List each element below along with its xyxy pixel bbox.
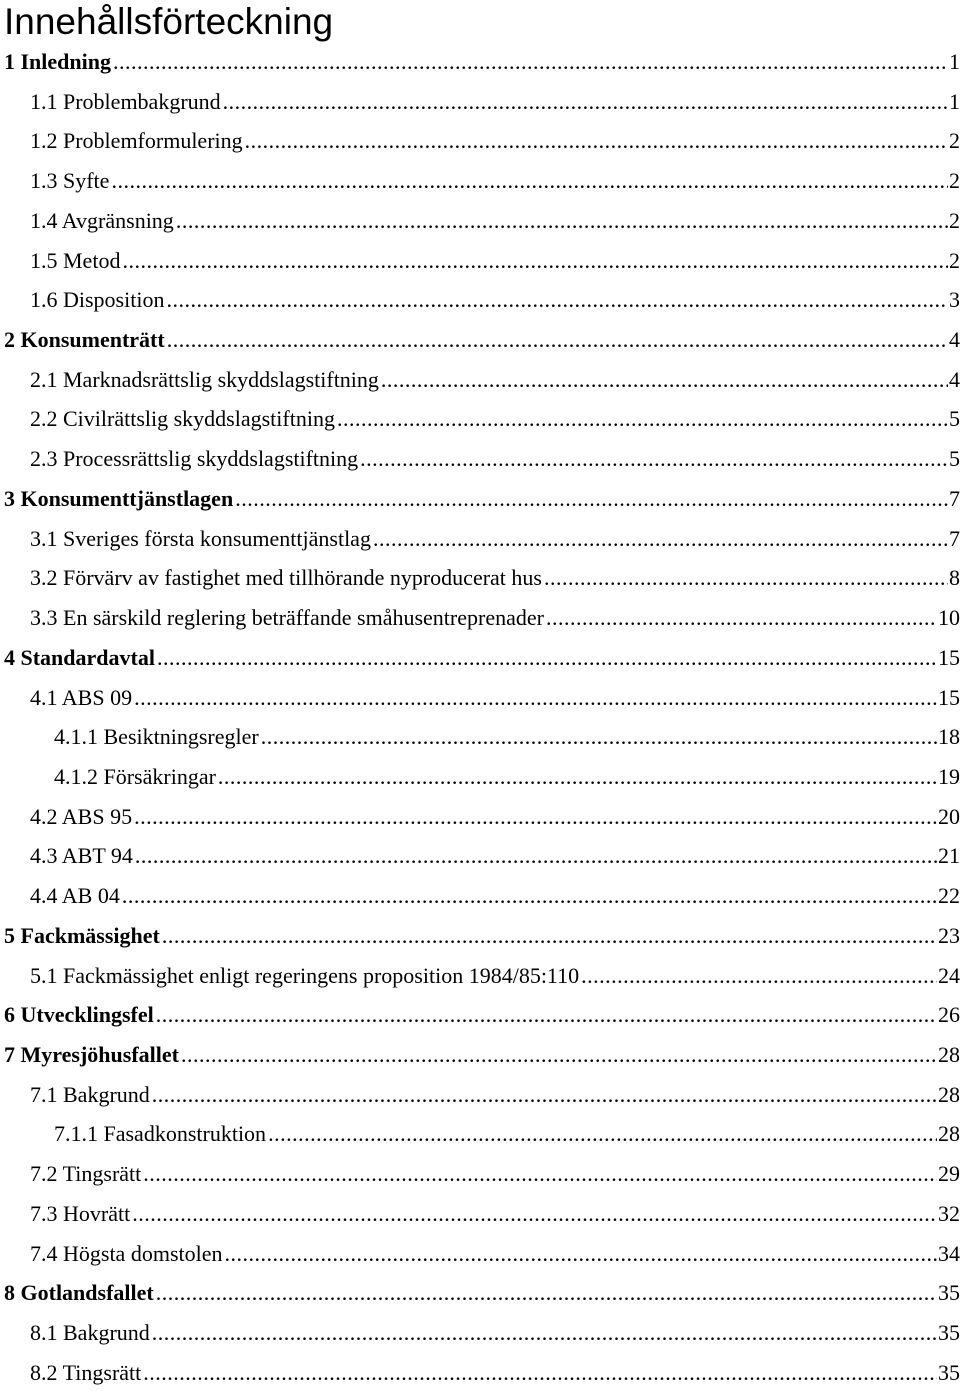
toc-leader-dots — [122, 878, 937, 914]
toc-leader-dots — [156, 997, 937, 1033]
toc-entry[interactable] — [4, 322, 960, 358]
toc-entry[interactable] — [30, 838, 960, 874]
toc-entry[interactable] — [54, 1116, 960, 1152]
toc-leader-dots — [122, 243, 948, 279]
toc-entry-label: 7.1 Bakgrund — [30, 1081, 150, 1107]
toc-entry[interactable] — [30, 1156, 960, 1192]
page-title: Innehållsförteckning — [4, 1, 334, 42]
toc-entry-label: 4.3 ABT 94 — [30, 843, 133, 869]
toc-leader-dots — [167, 322, 948, 358]
toc-entry-page: 20 — [938, 803, 960, 829]
toc-entry[interactable] — [30, 243, 960, 279]
toc-entry[interactable] — [4, 640, 960, 676]
toc-entry-page: 29 — [938, 1161, 960, 1187]
toc-leader-dots — [157, 640, 937, 676]
toc-entry[interactable] — [4, 44, 960, 80]
toc-leader-dots — [152, 1077, 937, 1113]
toc-entry-page: 15 — [938, 644, 960, 670]
toc-leader-dots — [134, 680, 937, 716]
toc-entry-label: 1.2 Problemformulering — [30, 128, 243, 154]
toc-leader-dots — [135, 838, 937, 874]
toc-entry-page: 28 — [938, 1042, 960, 1067]
toc-leader-dots — [166, 282, 948, 318]
toc-leader-dots — [223, 84, 948, 120]
toc-entry-label: 3.3 En särskild reglering beträffande småhusentreprenader — [30, 605, 544, 631]
toc-entry[interactable] — [30, 1077, 960, 1113]
toc-entry-label: 3.2 Förvärv av fastighet med tillhörande nyproducerat hus — [30, 565, 542, 591]
toc-entry-label: 1.5 Metod — [30, 247, 121, 273]
toc-leader-dots — [111, 163, 948, 199]
toc-entry-page: 28 — [938, 1121, 960, 1147]
toc-entry-page: 7 — [949, 525, 960, 551]
toc-entry-page: 15 — [938, 684, 960, 710]
toc-leader-dots — [337, 401, 948, 437]
toc-entry[interactable] — [30, 560, 960, 596]
toc-entry-label: 1.4 Avgränsning — [30, 207, 174, 233]
toc-entry-label: 3 Konsumenttjänstlagen — [4, 485, 234, 511]
toc-entry-page: 4 — [949, 327, 960, 353]
toc-entry-label: 2.3 Processrättslig skyddslagstiftning — [30, 446, 359, 472]
toc-entry-page: 2 — [949, 247, 960, 273]
toc-entry-page: 18 — [938, 724, 960, 750]
toc-entry[interactable] — [30, 600, 960, 636]
toc-entry-page: 32 — [938, 1200, 960, 1226]
toc-leader-dots — [134, 799, 937, 835]
toc-leader-dots — [113, 44, 948, 80]
toc-entry-label: 7 Myresjöhusfallet — [4, 1042, 179, 1067]
toc-entry[interactable] — [30, 123, 960, 159]
toc-entry-page: 7 — [949, 485, 960, 511]
toc-entry[interactable] — [30, 1196, 960, 1232]
toc-entry-page: 19 — [938, 763, 960, 789]
toc-entry[interactable] — [30, 1236, 960, 1272]
toc-entry-label: 4 Standardavtal — [4, 644, 155, 670]
toc-entry[interactable] — [4, 1275, 960, 1311]
toc-entry-label: 4.2 ABS 95 — [30, 803, 133, 829]
toc-entry-label: 1.1 Problembakgrund — [30, 88, 221, 114]
toc-leader-dots — [581, 958, 937, 994]
toc-entry-page: 8 — [949, 565, 960, 591]
toc-entry-page: 23 — [938, 922, 960, 948]
toc-entry-label: 4.1.1 Besiktningsregler — [54, 724, 259, 750]
toc-leader-dots — [373, 521, 948, 557]
toc-entry-label: 5.1 Fackmässighet enligt regeringens proposition 1984/85:110 — [30, 962, 580, 988]
toc-leader-dots — [546, 600, 937, 636]
toc-leader-dots — [225, 1236, 938, 1272]
toc-entry-page: 1 — [949, 88, 960, 114]
toc-entry[interactable] — [30, 84, 960, 120]
toc-entry[interactable] — [30, 1315, 960, 1351]
toc-entry-label: 7.4 Högsta domstolen — [30, 1240, 223, 1266]
toc-entry-label: 1.6 Disposition — [30, 287, 165, 313]
toc-entry[interactable] — [30, 282, 960, 318]
toc-entry-page: 34 — [938, 1240, 960, 1266]
toc-entry[interactable] — [4, 918, 960, 954]
toc-entry-label: 4.4 AB 04 — [30, 883, 120, 909]
toc-entry[interactable] — [30, 521, 960, 557]
toc-entry-label: 1.3 Syfte — [30, 168, 110, 194]
toc-entry-page: 5 — [949, 406, 960, 432]
toc-leader-dots — [152, 1315, 937, 1351]
toc-entry[interactable] — [30, 799, 960, 835]
toc-entry[interactable] — [30, 680, 960, 716]
toc-entry-label: 7.2 Tingsrätt — [30, 1161, 142, 1187]
toc-entry-label: 5 Fackmässighet — [4, 922, 160, 948]
toc-entry[interactable] — [30, 163, 960, 199]
toc-leader-dots — [162, 918, 937, 954]
toc-entry-page: 35 — [938, 1359, 960, 1385]
toc-entry[interactable] — [4, 997, 960, 1033]
toc-entry-label: 8.2 Tingsrätt — [30, 1359, 142, 1385]
toc-entry-page: 35 — [938, 1280, 960, 1306]
toc-entry-page: 35 — [938, 1320, 960, 1346]
toc-entry[interactable] — [30, 1355, 960, 1391]
toc-leader-dots — [381, 362, 948, 398]
toc-entry-page: 26 — [938, 1002, 960, 1028]
toc-entry-page: 22 — [938, 883, 960, 909]
toc-entry-label: 3.1 Sveriges första konsumenttjänstlag — [30, 525, 371, 551]
toc-entry-page: 2 — [949, 128, 960, 154]
toc-entry-label: 2.2 Civilrättslig skyddslagstiftning — [30, 406, 335, 432]
toc-entry[interactable] — [54, 719, 960, 755]
toc-leader-dots — [143, 1156, 937, 1192]
toc-entry-label: 6 Utvecklingsfel — [4, 1002, 154, 1028]
toc-entry-label: 8.1 Bakgrund — [30, 1320, 150, 1346]
toc-leader-dots — [261, 719, 937, 755]
toc-entry[interactable] — [30, 362, 960, 398]
toc-leader-dots — [245, 123, 948, 159]
toc-entry-page: 2 — [949, 168, 960, 194]
toc-entry[interactable] — [30, 401, 960, 437]
toc-entry-label: 7.3 Hovrätt — [30, 1200, 131, 1226]
toc-leader-dots — [132, 1196, 937, 1232]
toc-entry-label: 2 Konsumenträtt — [4, 327, 165, 353]
toc-entry[interactable] — [4, 1037, 960, 1073]
toc-leader-dots — [181, 1037, 937, 1073]
toc-leader-dots — [360, 441, 948, 477]
toc-leader-dots — [268, 1116, 937, 1152]
toc-entry-page: 1 — [949, 49, 960, 74]
toc-entry-page: 10 — [938, 605, 960, 631]
toc-entry-label: 7.1.1 Fasadkonstruktion — [54, 1121, 267, 1147]
toc-entry-page: 3 — [949, 287, 960, 313]
toc-entry-page: 2 — [949, 207, 960, 233]
toc-leader-dots — [176, 203, 948, 239]
toc-entry[interactable] — [30, 958, 960, 994]
toc-entry-label: 8 Gotlandsfallet — [4, 1280, 154, 1306]
toc-leader-dots — [143, 1355, 937, 1391]
toc-leader-dots — [156, 1275, 937, 1311]
toc-leader-dots — [235, 481, 948, 517]
toc-entry-page: 28 — [938, 1081, 960, 1107]
toc-entry-page: 4 — [949, 366, 960, 392]
toc-entry-label: 4.1.2 Försäkringar — [54, 763, 216, 789]
toc-leader-dots — [544, 560, 948, 596]
toc-entry-label: 4.1 ABS 09 — [30, 684, 133, 710]
toc-entry[interactable] — [30, 203, 960, 239]
toc-entry[interactable] — [4, 481, 960, 517]
toc-entry-page: 24 — [938, 962, 960, 988]
toc-entry-label: 1 Inledning — [4, 49, 111, 74]
toc-entry[interactable] — [54, 759, 960, 795]
toc-entry-label: 2.1 Marknadsrättslig skyddslagstiftning — [30, 366, 379, 392]
toc-entry[interactable] — [30, 878, 960, 914]
toc-leader-dots — [218, 759, 937, 795]
toc-entry-page: 5 — [949, 446, 960, 472]
toc-entry-page: 21 — [938, 843, 960, 869]
toc-entry[interactable] — [30, 441, 960, 477]
